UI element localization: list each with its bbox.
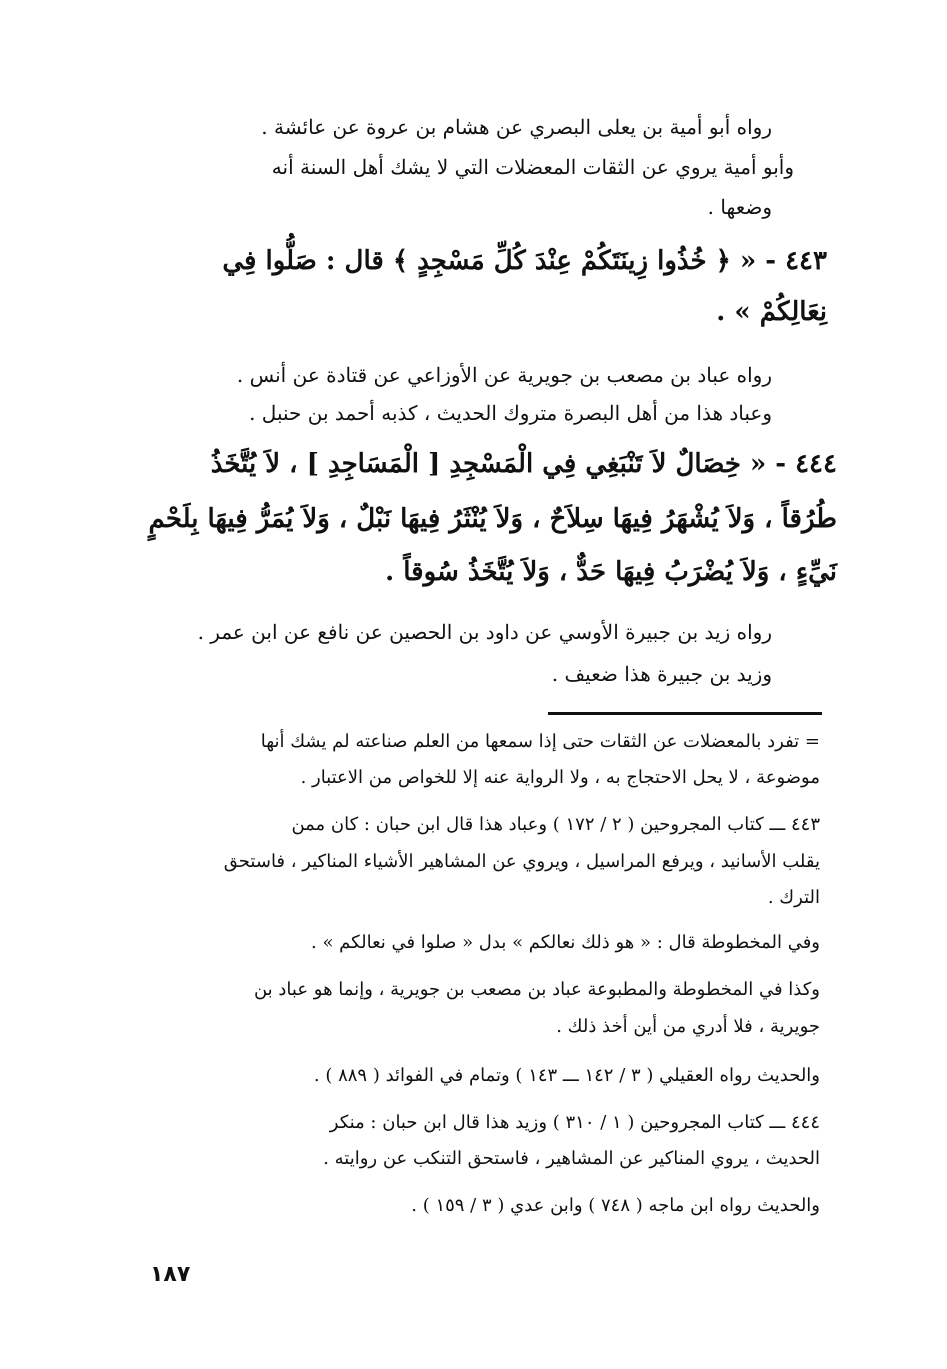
footnote-line: يقلب الأسانيد ، ويرفع المراسيل ، ويروي عن المشاهير الأشياء المناكير ، فاستحق bbox=[223, 851, 820, 872]
hadith-443-text: نِعَالِكُمْ » . bbox=[716, 297, 827, 327]
footnote-line: والحديث رواه العقيلي ( ٣ / ١٤٢ ـــ ١٤٣ ) وتمام في الفوائد ( ٨٨٩ ) . bbox=[313, 1065, 820, 1086]
footnote-line: الحديث ، يروي المناكير عن المشاهير ، فاستحق التنكب عن روايته . bbox=[323, 1148, 820, 1169]
footnote-separator bbox=[548, 712, 822, 715]
body-text-line: وضعها . bbox=[707, 195, 772, 219]
footnote-line: وفي المخطوطة قال : « هو ذلك نعالكم » بدل « صلوا في نعالكم » . bbox=[311, 932, 820, 953]
footnote-line: = تفرد بالمعضلات عن الثقات حتى إذا سمعها من العلم صناعته لم يشك أنها bbox=[260, 731, 820, 752]
footnote-line: الترك . bbox=[767, 887, 820, 908]
footnote-line: ٤٤٤ ـــ كتاب المجروحين ( ١ / ٣١٠ ) وزيد هذا قال ابن حبان : منكر bbox=[329, 1112, 820, 1133]
footnote-line: والحديث رواه ابن ماجه ( ٧٤٨ ) وابن عدي ( ٣ / ١٥٩ ) . bbox=[411, 1195, 820, 1216]
page-number: ١٨٧ bbox=[150, 1262, 191, 1287]
body-text-line: وعباد هذا من أهل البصرة متروك الحديث ، كذبه أحمد بن حنبل . bbox=[249, 401, 772, 425]
hadith-444-text: ٤٤٤ - « خِصَالٌ لاَ تَنْبَغِي فِي الْمَسْجِدِ [ الْمَسَاجِدِ ] ، لاَ يُتَّخَذُ bbox=[210, 449, 837, 479]
hadith-444-text: طُرُقاً ، وَلاَ يُشْهَرُ فِيهَا سِلاَحٌ ، وَلاَ يُنْثَرُ فِيهَا نَبْلٌ ، وَلاَ يُمَرُّ فِيهَا بِلَحْمٍ bbox=[148, 504, 837, 534]
hadith-443-text: ٤٤٣ - « ﴿ خُذُوا زِينَتَكُمْ عِنْدَ كُلِّ مَسْجِدٍ ﴾ قال : صَلُّوا فِي bbox=[222, 246, 827, 276]
footnote-line: وكذا في المخطوطة والمطبوعة عباد بن مصعب بن جويرية ، وإنما هو عباد بن bbox=[253, 979, 820, 1000]
body-text-line: رواه أبو أمية بن يعلى البصري عن هشام بن عروة عن عائشة . bbox=[261, 115, 772, 139]
body-text-line: وزيد بن جبيرة هذا ضعيف . bbox=[551, 662, 772, 686]
footnote-line: ٤٤٣ ـــ كتاب المجروحين ( ٢ / ١٧٢ ) وعباد هذا قال ابن حبان : كان ممن bbox=[291, 814, 820, 835]
hadith-444-text: نَيِّءٍ ، وَلاَ يُضْرَبُ فِيهَا حَدٌّ ، وَلاَ يُتَّخَذُ سُوقاً . bbox=[385, 557, 837, 587]
footnote-line: جويرية ، فلا أدري من أين أخذ ذلك . bbox=[556, 1016, 820, 1037]
footnote-line: موضوعة ، لا يحل الاحتجاج به ، ولا الرواية عنه إلا للخواص من الاعتبار . bbox=[300, 767, 820, 788]
body-text-line: رواه عباد بن مصعب بن جويرية عن الأوزاعي عن قتادة عن أنس . bbox=[236, 363, 772, 387]
body-text-line: رواه زيد بن جبيرة الأوسي عن داود بن الحصين عن نافع عن ابن عمر . bbox=[197, 620, 772, 644]
body-text-line: وأبو أمية يروي عن الثقات المعضلات التي لا يشك أهل السنة أنه bbox=[271, 155, 794, 179]
